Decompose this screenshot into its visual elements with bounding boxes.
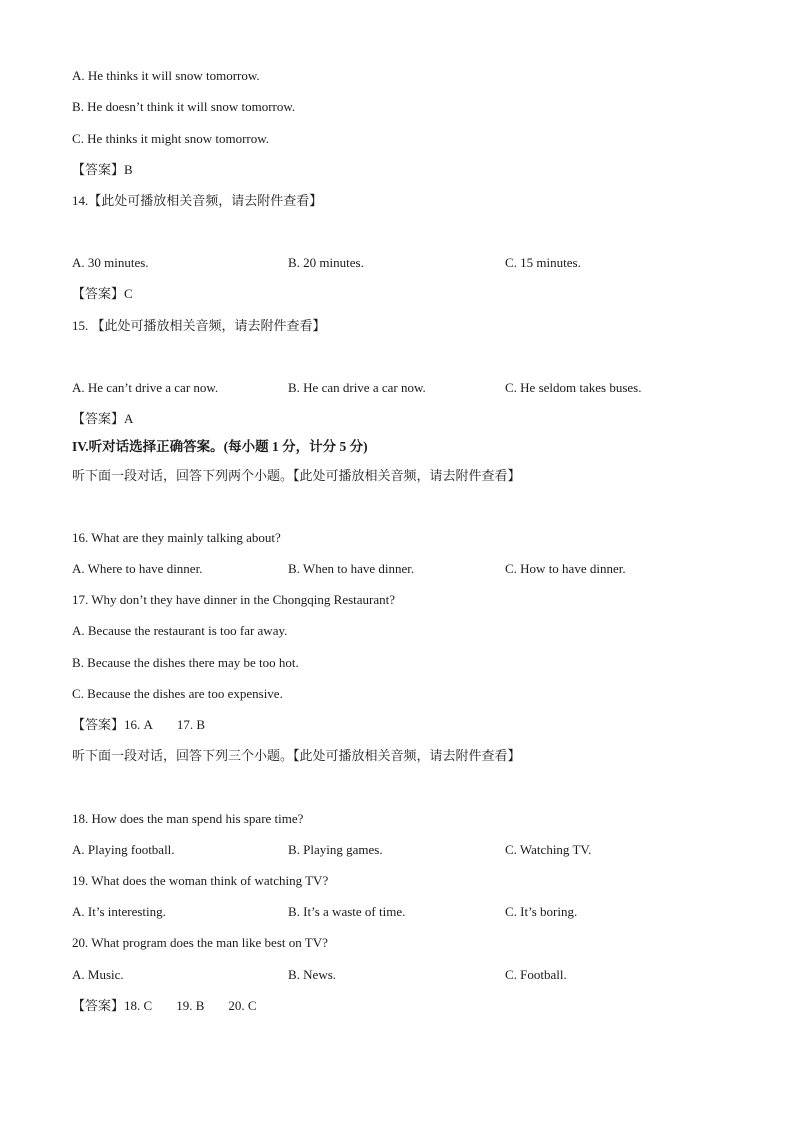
q18-option-a: A. Playing football. xyxy=(72,842,175,857)
q16-options xyxy=(72,560,754,578)
answer-label: 【答案】 xyxy=(72,286,125,301)
q20-options xyxy=(72,966,754,984)
q17-option-a: A. Because the restaurant is too far away. xyxy=(72,623,288,638)
answer-value: B xyxy=(124,162,133,177)
q14-option-b: B. 20 minutes. xyxy=(288,255,364,270)
q19-options xyxy=(72,903,754,921)
q16-text: 16. What are they mainly talking about? xyxy=(72,530,281,545)
answer-18-20 xyxy=(72,997,754,1015)
q14-prompt: 14.【此处可播放相关音频，请去附件查看】 xyxy=(72,193,323,208)
dialog2-intro: 听下面一段对话，回答下列三个小题。【此处可播放相关音频，请去附件查看】 xyxy=(72,748,521,763)
dialog1-intro: 听下面一段对话，回答下列两个小题。【此处可播放相关音频，请去附件查看】 xyxy=(72,468,521,483)
answer-label: 【答案】 xyxy=(72,717,125,732)
q14-option-c: C. 15 minutes. xyxy=(505,255,581,270)
q13-option-a: A. He thinks it will snow tomorrow. xyxy=(72,68,260,83)
q20-option-b: B. News. xyxy=(288,967,337,982)
answer-value: C xyxy=(124,286,133,301)
q15-option-b: B. He can drive a car now. xyxy=(288,380,426,395)
q14-answer xyxy=(72,285,754,303)
answer-16: 16. A xyxy=(124,717,153,732)
q18-text: 18. How does the man spend his spare time? xyxy=(72,811,304,826)
q16-option-c: C. How to have dinner. xyxy=(505,561,626,576)
answer-18: 18. C xyxy=(124,998,153,1013)
answer-20: 20. C xyxy=(228,998,257,1013)
q16-option-b: B. When to have dinner. xyxy=(288,561,415,576)
q17-option-c: C. Because the dishes are too expensive. xyxy=(72,686,283,701)
q20-option-c: C. Football. xyxy=(505,967,567,982)
section-heading: IV.听对话选择正确答案。(每小题 1 分，计分 5 分) xyxy=(72,439,368,454)
q15-options xyxy=(72,379,754,397)
q15-answer xyxy=(72,410,754,428)
q13-option-b: B. He doesn’t think it will snow tomorrow. xyxy=(72,99,296,114)
answer-17: 17. B xyxy=(176,717,206,732)
q13-option-c: C. He thinks it might snow tomorrow. xyxy=(72,131,270,146)
answer-16-17 xyxy=(72,716,754,734)
q19-option-c: C. It’s boring. xyxy=(505,904,578,919)
answer-value: A xyxy=(124,411,134,426)
q13-answer xyxy=(72,161,754,179)
q17-option-b: B. Because the dishes there may be too hot. xyxy=(72,655,299,670)
q18-option-b: B. Playing games. xyxy=(288,842,383,857)
q19-option-a: A. It’s interesting. xyxy=(72,904,166,919)
q17-text: 17. Why don’t they have dinner in the Chongqing Restaurant? xyxy=(72,592,396,607)
q15-option-c: C. He seldom takes buses. xyxy=(505,380,642,395)
answer-19: 19. B xyxy=(176,998,205,1013)
q14-options xyxy=(72,254,754,272)
answer-label: 【答案】 xyxy=(72,998,125,1013)
answer-label: 【答案】 xyxy=(72,411,125,426)
q19-text: 19. What does the woman think of watching TV? xyxy=(72,873,329,888)
q20-text: 20. What program does the man like best on TV? xyxy=(72,935,328,950)
answer-label: 【答案】 xyxy=(72,162,125,177)
q19-option-b: B. It’s a waste of time. xyxy=(288,904,406,919)
q18-options xyxy=(72,841,754,859)
q20-option-a: A. Music. xyxy=(72,967,124,982)
q18-option-c: C. Watching TV. xyxy=(505,842,592,857)
q14-option-a: A. 30 minutes. xyxy=(72,255,149,270)
q16-option-a: A. Where to have dinner. xyxy=(72,561,203,576)
q15-option-a: A. He can’t drive a car now. xyxy=(72,380,219,395)
q15-prompt: 15. 【此处可播放相关音频，请去附件查看】 xyxy=(72,318,326,333)
